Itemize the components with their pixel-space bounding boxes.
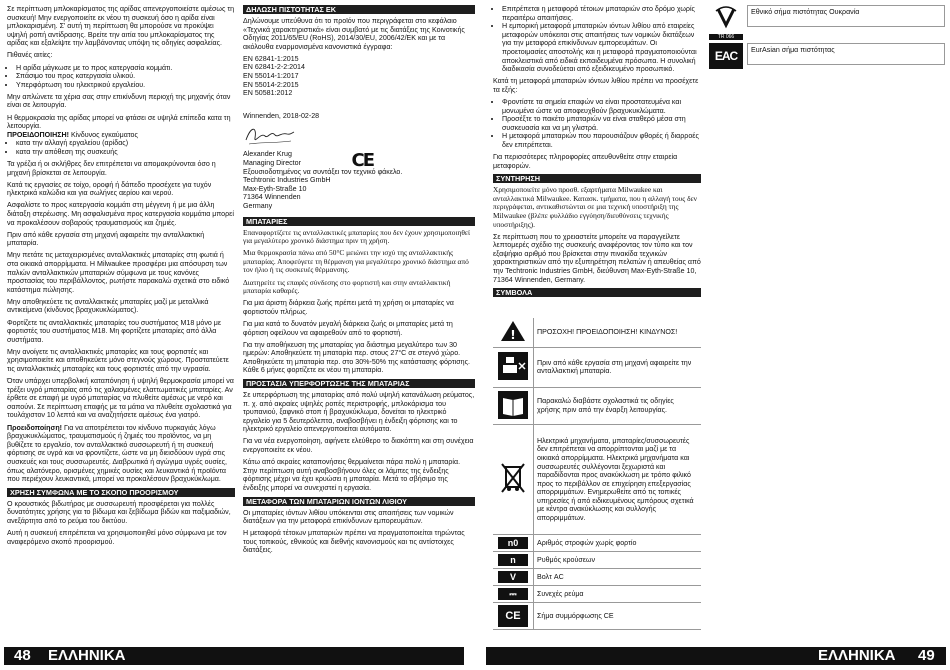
paragraph [7, 114, 235, 140]
paragraph: Μια θερμοκρασία πάνω από 50°C μειώνει την ισχύ της ανταλλακτικής μπαταρίας. Αποφεύγετε τη θέρμανση για μεγαλύτερο χρονικό διάστημα από τον ήλιο ή τις συσκευές θέρμανσης. [243, 248, 469, 275]
read-manual-icon [493, 387, 534, 425]
table-row [493, 347, 701, 387]
section-header-intended-use: ΧΡΗΣΗ ΣΥΜΦΩΝΑ ΜΕ ΤΟ ΣΚΟΠΟ ΠΡΟΟΡΙΣΜΟΥ [7, 488, 235, 497]
paragraph: Ο κρουστικός βιδωτήρας με συσσωρευτή προσφέρεται για πολλές δυνατότητες χρήσης για το βίδωμα και ξεβίδωμα βιδών και παξιμαδιών, ανεξάρτητα από το ρεύμα του δικτύου. [7, 499, 231, 525]
transport-rules-list [493, 98, 701, 150]
page-number-right: 49 [918, 647, 935, 664]
weee-bin-icon [493, 425, 534, 535]
paragraph [7, 424, 235, 484]
warning-icon [493, 318, 534, 347]
standard: EN 50581:2012 [243, 89, 293, 98]
standard: EN 62841-2-2:2014 [243, 63, 305, 72]
svg-text:!: ! [510, 328, 516, 342]
text: Κίνδυνος εγκαύματος [68, 130, 138, 139]
standard: EN 55014-1:2017 [243, 72, 299, 81]
address-line: Techtronic Industries GmbH [243, 176, 331, 185]
column-2 [243, 5, 475, 559]
table-row [493, 425, 701, 535]
address-line: Max-Eyth-Straße 10 [243, 184, 307, 193]
ukraine-mark-icon [709, 5, 743, 40]
list-item: • Επιτρέπεται η μεταφορά τέτοιων μπαταριών στο δρόμο χωρίς περαιτέρω απαιτήσεις. [502, 5, 701, 22]
ukraine-mark-label: TR 066 [709, 34, 743, 40]
paragraph: Δηλώνουμε υπεύθυνα ότι το προϊόν που περιγράφεται στο κεφάλαιο «Τεχνικά χαρακτηριστικά» είναι συμβατό με τις διατάξεις της Κοινοτικής Οδηγίας 2011/65/EU (RoHS), 2014/30/EU, 2006/42/EK και με τα ακόλουθα εναρμονισμένα κανονιστικά έγγραφα: [243, 17, 465, 51]
transport-list [493, 5, 701, 74]
remove-battery-icon [493, 347, 534, 387]
paragraph: Σε περίπτωση μπλοκαρίσματος της αρίδας απενεργοποιείστε αμέσως τη συσκευή! Μην ενεργοποιείτε εκ νέου τη συσκευή όσο η αρίδα είναι μπλοκαρισμένη. Σ' αυτή τη περίπτωση θα μπορούσε να προκύψει υψηλή ροπή αντίδρασης. Βρείτε την αιτία του μπλοκαρίσματος της αρίδας και εξαλείψτε την λαμβάνοντας υπόψη τις οδηγίες ασφαλείας. [7, 5, 235, 48]
paragraph: Αυτή η συσκευή επιτρέπεται να χρησιμοποιηθεί μόνο σύμφωνα με τον αναφερόμενο σκοπό προορισμού. [7, 528, 227, 546]
signer-title: Managing Director [243, 159, 301, 168]
eac-mark-row [709, 43, 945, 69]
paragraph: Για να νέα ενεργοποίηση, αφήνετε ελεύθερο το διακόπτη και στη συνέχεια ενεργοποιείτε εκ νέου. [243, 437, 474, 455]
warning-label: ΠΡΟΕΙΔΟΠΟΙΗΣΗ! [7, 130, 69, 139]
list-item: • Σπάσιμο του προς κατεργασία υλικού. [16, 72, 235, 81]
list-item: • Φροντίστε τα σημεία επαφών να είναι προστατευμένα και μονωμένα ώστε να αποφευχθούν βραχυκυκλώματα. [502, 98, 701, 115]
symbol-description: Παρακαλώ διαβάστε σχολαστικά τις οδηγίες χρήσης πριν από την έναρξη λειτουργίας. [534, 387, 702, 425]
standard: EN 55014-2:2015 [243, 80, 299, 89]
warning-label: Προειδοποίηση! [7, 423, 63, 432]
section-header-transport: ΜΕΤΑΦΟΡΑ ΤΩΝ ΜΠΑΤΑΡΙΩΝ ΙΟΝΤΩΝ ΛΙΘΙΟΥ [243, 497, 475, 506]
paragraph: Για μια άριστη διάρκεια ζωής πρέπει μετά τη χρήση οι μπαταρίες να φορτιστούν πλήρως. [243, 299, 454, 316]
text: Η θερμοκρασία της αρίδας μπορεί να φτάσει σε υψηλά επίπεδα κατα τη λειτουργία. [7, 113, 231, 131]
burn-list [7, 139, 235, 156]
symbol-description: Ηλεκτρικά μηχανήματα, μπαταρίες/συσσωρευτές δεν επιτρέπεται να απορρίπτονται μαζί με τα οικιακά απορρίμματα. Ηλεκτρικά μηχανήματα και συσσωρευτές συλλέγονται ξεχωριστά και παραδίδονται προς ανακύκλωση με τρόπο φιλικό προς το περιβάλλον σε επιχείρηση επεξεργασίας απορριμμάτων. Ενημερωθείτε από τις τοπικές υπηρεσίες ή από ειδικευμένους εμπόρους σχετικά με κέντρα ανακύκλωσης και συλλογής απορριμμάτων. [534, 425, 702, 535]
section-header-symbols: ΣΥΜΒΟΛΑ [493, 288, 701, 297]
symbol-glyph: n0 [498, 537, 528, 549]
paragraph: Εξουσιοδοτημένος να συντάξει τον τεχνικό φάκελο. [243, 167, 403, 176]
list-item: • Προσέξτε το πακέτο μπαταριών να είναι σταθερό μέσα στη συσκευασία και να μη γλιστρά. [502, 115, 701, 132]
standard: EN 62841-1:2015 [243, 54, 299, 63]
column-3 [493, 5, 701, 300]
paragraph: Πριν από κάθε εργασία στη μηχανή αφαιρείτε την ανταλλακτική μπαταρία. [7, 230, 205, 248]
page-number-left: 48 [14, 647, 31, 664]
paragraph: Σε περίπτωση που το χρειαστείτε μπορείτε να παραγγείλετε λεπτομερές σχέδιο της συσκευής αναφέροντας τον τύπο και τον εξαψήφιο αριθμό που βρίσκεται στην πινακίδα τεχνικών χαρακτηριστικών από την εξυπηρέτηση πελατών ή απευθείας από την Techtronic Industries GmbH, διεύθυνση Max-Eyth-Straße 10, 71364 Winnenden, Germany. [493, 232, 701, 284]
symbol-glyph: ⎓ [498, 588, 528, 600]
list-item: • Η μεταφορά μπαταριών που παρουσιάζουν φθορές ή διαρροές δεν επιτρέπεται. [502, 132, 701, 149]
paragraph: Κατά τις εργασίες σε τοίχο, οροφή ή δάπεδο προσέχετε για τυχόν ηλεκτρικά καλώδια και για σωλήνες αερίου και νερού. [7, 180, 212, 198]
signer-row [243, 150, 373, 172]
no-load-speed-icon [493, 535, 534, 552]
table-row [493, 586, 701, 603]
paragraph: Ασφαλίστε το προς κατεργασία κομμάτι στη μέγγενη ή με μια άλλη διάταξη στερέωσης. Μη ασφαλισμένα προς κατεργασία κομμάτια μπορεί να προκαλέσουν σοβαρούς τραυματισμούς και ζημιές. [7, 201, 234, 227]
paragraph: Οι μπαταρίες ιόντων λιθίου υπόκεινται στις απαιτήσεις των νομικών διατάξεων για την μεταφορά επικίνδυνων εμπορευμάτων. [243, 508, 454, 526]
paragraph: Η μεταφορά τέτοιων μπαταριών πρέπει να πραγματοποιείται τηρώντας τους τοπικούς, εθνικούς και διεθνής κανονισμούς και τις αντίστοιχες διατάξεις. [243, 529, 465, 555]
signature-icon [243, 122, 295, 148]
paragraph: Φορτίζετε τις ανταλλακτικές μπαταρίες του συστήματος M18 μόνο με φορτιστές του συστήματος M18. Μη φορτίζετε μπαταρίες από άλλα συστήματα. [7, 318, 222, 344]
paragraph: Για περισσότερες πληροφορίες απευθυνθείτε στην εταιρεία μεταφορών. [493, 153, 678, 170]
signer-name: Alexander Krug [243, 150, 292, 159]
column-1 [7, 5, 235, 550]
eac-mark-icon: EAC [709, 43, 743, 69]
symbol-description: Αριθμός στροφών χωρίς φορτίο [534, 535, 702, 552]
symbol-description: Ρυθμός κρούσεων [534, 552, 702, 569]
paragraph: Τα γρέζια ή οι σκλήθρες δεν επιτρέπεται να απομακρύνονται όσο η μηχανή βρίσκεται σε λειτουργία. [7, 160, 216, 177]
paragraph: Σε υπερφόρτωση της μπαταρίας από πολύ υψηλή κατανάλωση ρεύματος, π. χ. από ακραίες υψηλές ροπές περιστροφής, μπλοκάρισμα του τρυπανιού, ξαφνικό στοπ ή βραχυκύκλωμα, δονείται το ηλεκτρικό εργαλείο για 5 δευτερόλεπτα, αναβοσβήνει η ένδειξη φόρτισης και το ηλεκτρικό εργαλείο απενεργοποιείται αυτόματα. [243, 391, 475, 434]
symbol-glyph: n [498, 554, 528, 566]
ce-conformity-icon [493, 603, 534, 630]
table-row [493, 552, 701, 569]
list-item: • Η εμπορική μεταφορά μπαταριών ιόντων λιθίου από εταιρείες μεταφορών υπόκειται στις απαιτήσεις των νομικών διατάξεων για την μεταφορά επικίνδυνων εμπορευμάτων. Οι προετοιμασίες αποστολής και η μεταφορά πραγματοποιούνται αποκλειστικά από ειδικά εκπαιδευμένα πρόσωπα. Η συνολική διαδικασία συνοδεύεται από εξειδικευμένο προσωπικό. [502, 22, 701, 74]
section-header-ce-declaration: ΔΗΛΩΣΗ ΠΙΣΤΟΤΗΤΑΣ ΕΚ [243, 5, 475, 14]
paragraph: Κατά τη μεταφορά μπαταριών ιόντων λιθίου πρέπει να προσέχετε τα εξής: [493, 77, 699, 94]
eac-mark-text: EurAsian σήμα πιστότητας [747, 43, 945, 65]
paragraph: Επαναφορτίζετε τις ανταλλακτικές μπαταρίες που δεν έχουν χρησιμοποιηθεί για μεγαλύτερο χρονικό διάστημα πριν τη χρήση. [243, 227, 470, 246]
symbol-description: Σήμα συμμόρφωσης CE [534, 603, 702, 630]
paragraph: Μην αποθηκεύετε τις ανταλλακτικές μπαταρίες μαζί με μεταλλικά αντικείμενα (κίνδυνος βραχυκυκλώματος). [7, 297, 209, 315]
ukraine-mark-row [709, 5, 945, 40]
place-date: Winnenden, 2018-02-28 [243, 111, 320, 120]
symbol-description: Βολτ AC [534, 569, 702, 586]
company-address [243, 176, 475, 210]
language-label-right: ΕΛΛΗΝΙΚΑ [818, 647, 896, 664]
symbol-glyph: CE [498, 605, 528, 627]
paragraph: Διατηρείτε τις επαφές σύνδεσης στο φορτιστή και στην ανταλλακτική μπαταρία καθαρές. [243, 277, 451, 296]
paragraph: Όταν υπάρχει υπερβολική καταπόνηση ή υψηλή θερμοκρασία μπορεί να τρέξει υγρό μπαταρίας από τις χαλασμένες ελαττωματικές μπαταρίες. Αν έρθετε σε επαφή με υγρό μπαταρίας να πλυθείτε αμέσως με νερό και σαπούνι. Σε περίπτωση επαφής με τα μάτια να πλυθείτε σχολαστικά για τουλάχιστον 10 λεπτά και να αναζητήσετε αμέσως ένα γιατρό. [7, 377, 234, 420]
language-label-left: ΕΛΛΗΝΙΚΑ [48, 647, 126, 664]
paragraph: Μην ανοίγετε τις ανταλλακτικές μπαταρίες και τους φορτιστές και χρησιμοποιείτε και αποθηκεύετε μόνο στεγνούς χώρους. Προστατεύετε τις ανταλλακτικές μπαταρίες και τους φορτιστές από την υγρασία. [7, 347, 229, 373]
list-item: • κατα την απόθεση της συσκευής [16, 148, 235, 157]
address-line: 71364 Winnenden [243, 193, 301, 202]
standards-list [243, 55, 475, 98]
table-row [493, 387, 701, 425]
ukraine-mark-text: Εθνικό σήμα πιστότητας Ουκρανία [747, 5, 945, 27]
paragraph: Μην πετάτε τις μεταχειρισμένες ανταλλακτικές μπαταρίες στη φωτιά ή στα οικιακά απορρίμματα. Η Milwaukee προσφέρει μια απόσυρση των παλιών ανταλλακτικών μπαταριών σύμφωνα με τους κανόνες προστασίας του περιβάλλοντος, ρωτήστε παρακαλώ σχετικά στο ειδικό κατάστημα πώλησης. [7, 251, 230, 294]
symbols-table [493, 318, 701, 630]
table-row [493, 569, 701, 586]
symbol-glyph: V [498, 571, 528, 583]
certification-marks [709, 5, 945, 72]
list-item: • Η αρίδα μάγκωσε με το προς κατεργασία κομμάτι. [16, 64, 235, 73]
table-row [493, 603, 701, 630]
text: Για να αποτρέπεται τον κίνδυνο πυρκαγιάς λόγω βραχυκυκλώματος, τραυματισμούς ή ζημιές του προϊόντος, να μη βυθίζετε το εργαλείο, τον ανταλλακτικό συσσωρευτή ή τη συσκευή φόρτισης σε υγρά και να φροντίζετε, ώστε να μη διεισδύουν υγρά στις συσκευές και τους συσσωρευτές. Διαβρωτικά ή αγώγιμα υγρές ουσίες, όπως αλατόνερο, ορισμένες χημικές ουσίες και λευκαντικά ή προϊόντα που περιέχουν λευκαντικά, μπορεί να προκαλέσουν βραχυκύκλωμα. [7, 423, 227, 484]
table-row [493, 318, 701, 347]
symbol-description: Πριν από κάθε εργασία στη μηχανή αφαιρείτε την ανταλλακτική μπαταρία. [534, 347, 702, 387]
causes-list [7, 64, 235, 90]
impact-rate-icon [493, 552, 534, 569]
section-header-overload: ΠΡΟΣΤΑΣΙΑ ΥΠΕΡΦΟΡΤΩΣΗΣ ΤΗΣ ΜΠΑΤΑΡΙΑΣ [243, 379, 475, 388]
section-header-maintenance: ΣΥΝΤΗΡΗΣΗ [493, 174, 701, 183]
list-item: • κατα την αλλαγή εργαλείου (αρίδας) [16, 139, 235, 148]
symbol-description: Συνεχές ρεύμα [534, 586, 702, 603]
paragraph: Μην απλώνετε τα χέρια σας στην επικίνδυνη περιοχή της μηχανής όταν είναι σε λειτουργία. [7, 92, 231, 110]
address-line: Germany [243, 202, 273, 210]
signer-block [243, 150, 301, 167]
paragraph: Χρησιμοποιείτε μόνο προσθ. εξαρτήματα Milwaukee και ανταλλακτικά Milwaukee. Κατασκ. τμήματα, που η αλλαγή τους δεν περιγράφεται, αντικαθιστώνται σε μια τεχνική υποστήριξη της Milwaukee (βλέπε φυλλάδιο εγγύηση/διευθύνσεις τεχνικής υποστήριξης). [493, 185, 698, 229]
table-row [493, 535, 701, 552]
direct-current-icon [493, 586, 534, 603]
paragraph: Κάτω από ακραίες καταπονήσεις θερμαίνεται πάρα πολύ η μπαταρία. Στην περίπτωση αυτή αναβοσβήνουν όλες οι λάμπες της ένδειξης φόρτισης μέχρι να έχει κρυώσει η μπαταρία. Μετά το σβήσιμο της ένδειξης μπορεί να συνεχιστεί η εργασία. [243, 458, 461, 492]
section-header-batteries: ΜΠΑΤΑΡΙΕΣ [243, 217, 475, 226]
ce-mark-icon: CE [351, 150, 373, 172]
paragraph: Πιθανές αιτίες: [7, 51, 53, 60]
volt-icon [493, 569, 534, 586]
symbol-description: ΠΡΟΣΟΧΗ! ΠΡΟΕΙΔΟΠΟΙΗΣΗ! ΚΙΝΔΥΝΟΣ! [534, 318, 702, 347]
paragraph: Για την αποθήκευση της μπαταρίας για διάστημα μεγαλύτερο των 30 ημερών: Αποθηκεύετε τη μπαταρία περ. στους 27°C σε στεγνό χώρο. Αποθηκεύετε τη μπαταρία περ. στο 30%-50% της κατάστασης φόρτισης. Κάθε 6 μήνες φορτίζετε εκ νέου τη μπαταρία. [243, 340, 470, 375]
paragraph: Για μια κατά το δυνατόν μεγαλή διάρκεια ζωής οι μπαταρίες μετά τη φόρτιση οφείλουν να αφαιρεθούν από το φορτιστή. [243, 319, 453, 337]
list-item: • Υπερφόρτωση του ηλεκτρικού εργαλείου. [16, 81, 235, 90]
